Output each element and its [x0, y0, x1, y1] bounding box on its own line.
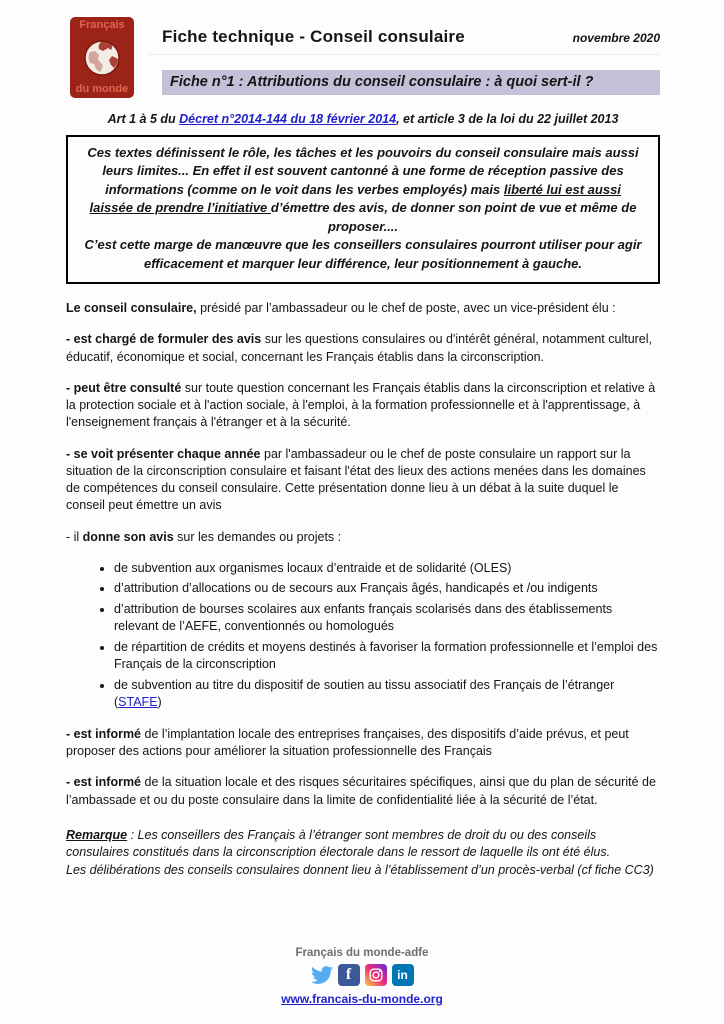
francais-du-monde-logo [70, 17, 134, 98]
social-icons-row [0, 964, 724, 986]
stafe-bullet-suffix: ) [157, 695, 162, 710]
p1-rest: sur les questions consulaires ou d'intérêt général, notamment culturel, éducatif, économique et social, concernant les Français établis dans la circonscription. [66, 332, 653, 364]
list-item: • de répartition de crédits et moyens destinés à favoriser la formation professionnelle et l’emploi des Français de la circonscription [114, 639, 660, 674]
lead-paragraph [66, 300, 660, 317]
p4-rest: sur les demandes ou projets : [173, 529, 342, 544]
title-row [148, 17, 660, 55]
p3-bold: - se voit présenter chaque année [66, 446, 261, 461]
list-item: • d’attribution de bourses scolaires aux enfants français scolarisés dans des établissements relevant de l’AEFE, conventionnés ou homologués [114, 601, 660, 636]
attribution-paragraph-avis [66, 331, 660, 366]
remark-text1: : Les conseillers des Français à l’étranger sont membres de droit du ou des conseils consulaires constitués dans la circonscription électorale dans le ressort de laquelle ils ont été élus. [66, 827, 611, 860]
intro-text-after: d’émettre des avis, de donner son point de vue et même de proposer.... [270, 200, 637, 234]
logo-text-bottom: du monde [75, 83, 129, 95]
globe-icon [82, 38, 122, 78]
instagram-icon[interactable] [365, 964, 387, 986]
logo-text-top: Français [79, 19, 125, 31]
remark-line2: Les délibérations des conseils consulaires donnent lieu à l’établissement d’un procès-verbal (cf fiche CC3) [66, 862, 654, 877]
lead-rest: présidé par l’ambassadeur ou le chef de poste, avec un vice-président élu : [196, 301, 616, 316]
p5-rest: de l’implantation locale des entreprises françaises, des dispositifs d’aide prévus, et peut proposer des actions pour améliorer la situation professionnelle des Français [66, 726, 629, 759]
intro-box-closing: C’est cette marge de manœuvre que les conseillers consulaires pourront utiliser pour agir efficacement et marquer leur différence, leur positionnement à gauche. [84, 237, 642, 271]
document-header [0, 0, 724, 98]
footer-org-name: Français du monde-adfe [295, 947, 429, 959]
page-title: Fiche technique - Conseil consulaire [162, 27, 465, 46]
decret-link[interactable]: Décret n°2014-144 du 18 février 2014 [179, 112, 397, 126]
facebook-icon[interactable] [338, 964, 360, 986]
list-item: • de subvention aux organismes locaux d’entraide et de solidarité (OLES) [114, 560, 660, 578]
twitter-icon[interactable] [311, 964, 333, 986]
p6-bold: - est informé [66, 775, 142, 790]
remark-block [66, 827, 660, 880]
document-date: novembre 2020 [572, 31, 660, 45]
p3-rest: par l'ambassadeur ou le chef de poste consulaire un rapport sur la situation de la circonscription consulaire et faisant l'état des lieux des actions menées dans les domaines de compétences du conseil consulaire. Cette présentation donne lieu à un débat à la suite duquel le conseil peut émettre un avis [66, 446, 646, 513]
reference-suffix: , et article 3 de la loi du 22 juillet 2013 [396, 112, 619, 126]
p4-bold: donne son avis [82, 529, 174, 544]
facebook-glyph: f [345, 966, 352, 983]
attribution-paragraph-informe-securite [66, 774, 660, 809]
attribution-paragraph-donne-avis [66, 529, 660, 546]
p2-rest: sur toute question concernant les Français établis dans la circonscription et relative à la protection sociale et à l'action sociale, à l'emploi, à la formation professionnelle et à l'apprentissage, à l'enseignement français à l'étranger et à la sécurité. [66, 380, 656, 430]
document-body [0, 112, 724, 879]
remark-line1 [66, 827, 660, 862]
list-item-stafe [114, 677, 660, 712]
stafe-bullet-text: de subvention au titre du dispositif de soutien au tissu associatif des Français de l’étranger ( [114, 677, 615, 710]
remark-label: Remarque [66, 827, 128, 842]
reference-prefix: Art 1 à 5 du [107, 112, 180, 126]
intro-box [66, 135, 660, 284]
fiche-banner: Fiche n°1 : Attributions du conseil consulaire : à quoi sert-il ? [162, 70, 660, 95]
attribution-paragraph-consulte [66, 380, 660, 432]
p1-bold: - est chargé de formuler des avis [66, 332, 262, 347]
p4-prefix: - il [66, 529, 83, 544]
list-item: • d’attribution d’allocations ou de secours aux Français âgés, handicapés et /ou indigents [114, 580, 660, 598]
p5-bold: - est informé [66, 726, 142, 741]
lead-bold: Le conseil consulaire, [66, 301, 197, 316]
legal-reference-line [66, 112, 660, 126]
website-link[interactable]: www.francais-du-monde.org [281, 992, 443, 1006]
p6-rest: de la situation locale et des risques sécuritaires spécifiques, ainsi que du plan de sécurité de l’ambassade et ou du poste consulaire dans la limite de confidentialité liée à la sécurité de l’état. [66, 775, 656, 807]
linkedin-glyph: in [397, 968, 408, 982]
intro-text-before: Ces textes définissent le rôle, les tâches et les pouvoirs du conseil consulaire mais aussi leurs limites... En effet il est souvent cantonné à une forme de réception passive des informations (comme on le voit dans les verbes employés) mais [87, 145, 639, 197]
linkedin-icon[interactable] [392, 964, 414, 986]
p2-bold: - peut être consulté [66, 380, 182, 395]
stafe-link[interactable]: STAFE [118, 695, 158, 710]
intro-emphasized: liberté lui est aussi laissée de prendre l’initiative [89, 181, 621, 216]
document-footer [0, 947, 724, 1008]
intro-box-paragraph [82, 144, 644, 236]
attribution-paragraph-rapport [66, 446, 660, 515]
attribution-paragraph-informe-entreprises [66, 726, 660, 761]
avis-bullet-list [96, 560, 660, 712]
